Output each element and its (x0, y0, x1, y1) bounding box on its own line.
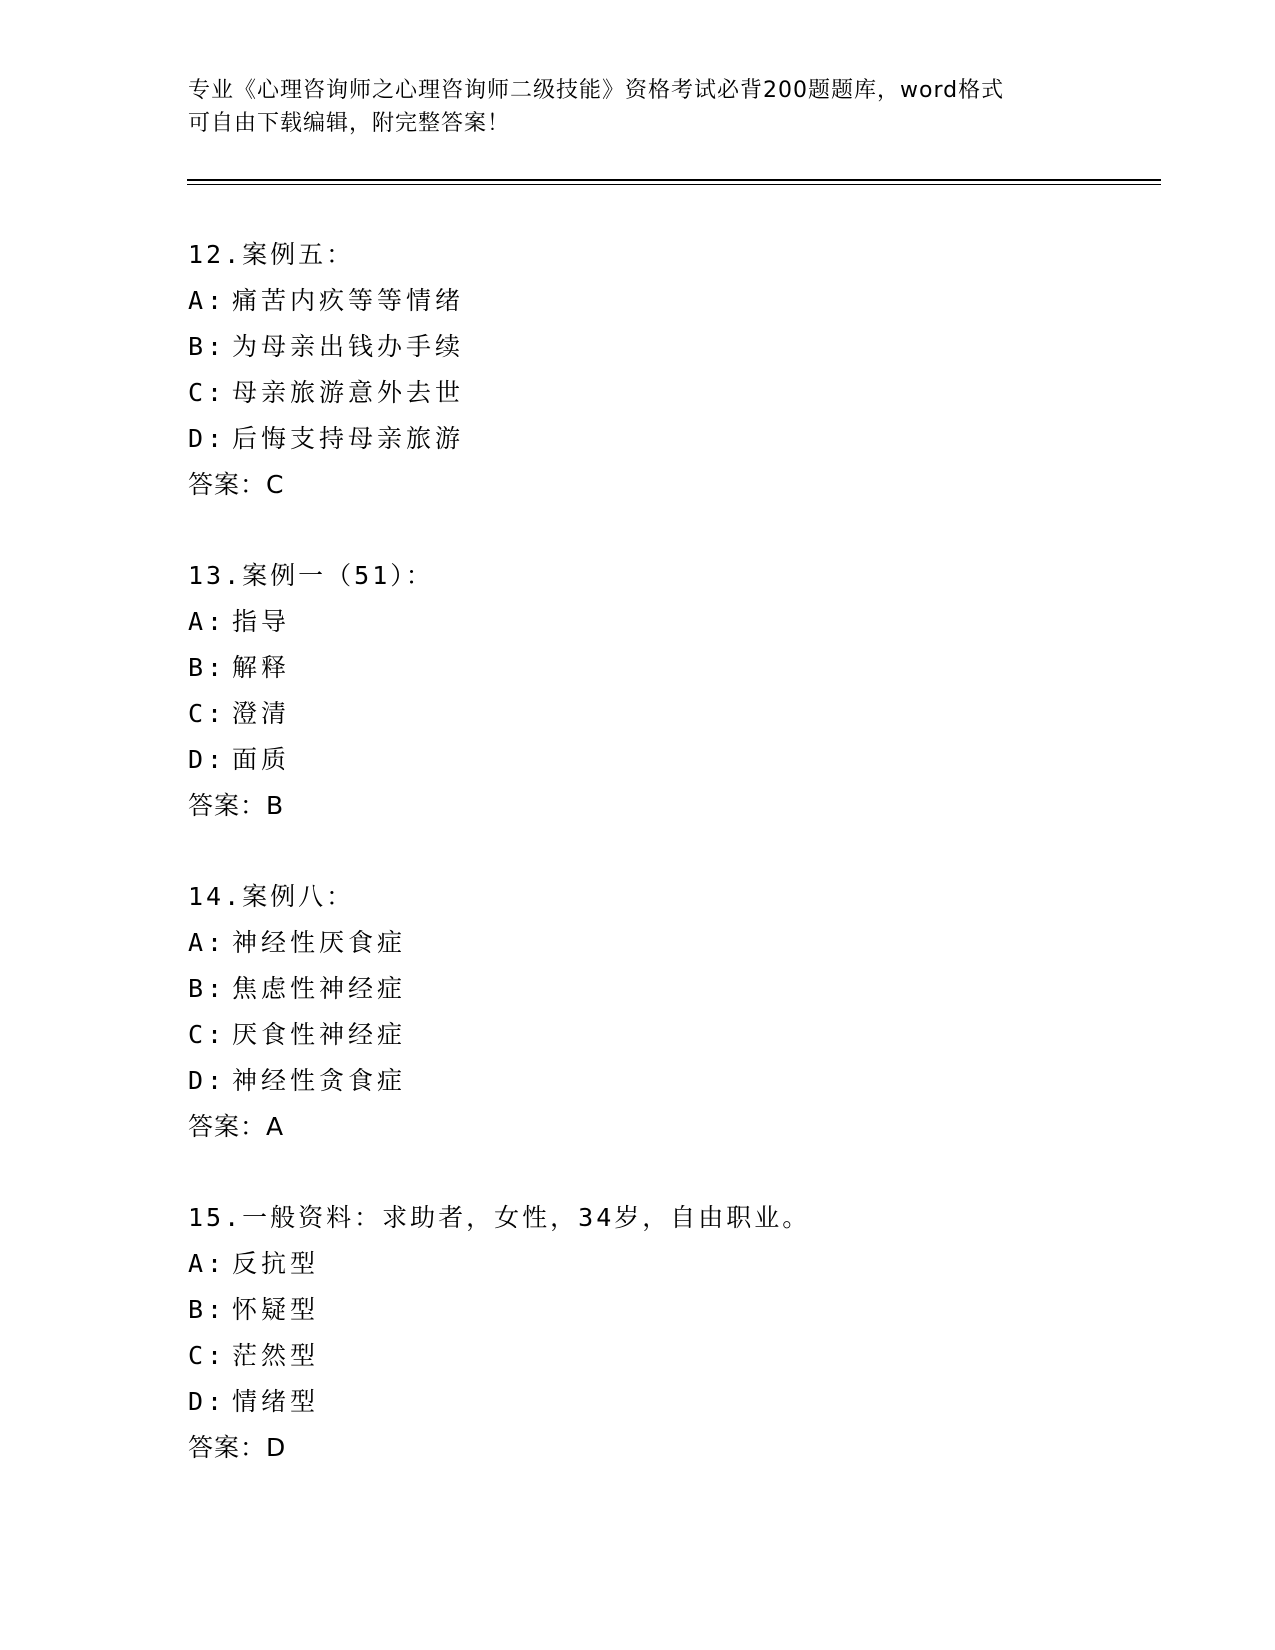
option-b (188, 645, 434, 691)
option-d (188, 1058, 406, 1104)
option-a (188, 599, 434, 645)
header-divider-thick (187, 179, 1161, 181)
option-text: 后悔支持母亲旅游 (232, 424, 465, 453)
option-text: 茫然型 (232, 1341, 320, 1370)
option-letter: A: (188, 607, 227, 636)
option-letter: B: (188, 332, 227, 361)
option-text: 怀疑型 (232, 1295, 320, 1324)
option-b (188, 966, 406, 1012)
option-b (188, 324, 464, 370)
header-title-line-2: 可自由下载编辑，附完整答案！ (188, 111, 511, 136)
document-header (188, 74, 1088, 140)
option-letter: A: (188, 928, 227, 957)
question-15 (188, 1195, 810, 1471)
answer-line: 答案：C (188, 470, 285, 499)
option-letter: A: (188, 1249, 227, 1278)
option-a (188, 1241, 810, 1287)
option-text: 为母亲出钱办手续 (232, 332, 465, 361)
option-letter: B: (188, 1295, 227, 1324)
option-c (188, 1012, 406, 1058)
option-text: 焦虑性神经症 (232, 974, 407, 1003)
option-letter: C: (188, 1020, 227, 1049)
option-text: 痛苦内疚等等情绪 (232, 286, 465, 315)
option-d (188, 1379, 810, 1425)
option-text: 指导 (232, 607, 291, 636)
header-divider-thin (187, 184, 1161, 185)
option-letter: C: (188, 378, 227, 407)
option-d (188, 416, 464, 462)
answer-line: 答案：B (188, 791, 285, 820)
option-text: 澄清 (232, 699, 291, 728)
option-text: 神经性厌食症 (232, 928, 407, 957)
question-14 (188, 874, 406, 1150)
question-stem: 12.案例五： (188, 240, 355, 269)
option-text: 母亲旅游意外去世 (232, 378, 465, 407)
option-letter: D: (188, 745, 227, 774)
question-stem: 15.一般资料：求助者，女性，34岁，自由职业。 (188, 1203, 811, 1232)
option-d (188, 737, 434, 783)
question-12 (188, 232, 464, 508)
option-text: 神经性贪食症 (232, 1066, 407, 1095)
option-letter: C: (188, 1341, 227, 1370)
question-stem: 14.案例八： (188, 882, 355, 911)
option-a (188, 920, 406, 966)
question-stem: 13.案例一（51）： (188, 561, 434, 590)
question-13 (188, 553, 434, 829)
option-letter: B: (188, 974, 227, 1003)
answer-line: 答案：D (188, 1433, 287, 1462)
option-a (188, 278, 464, 324)
option-c (188, 370, 464, 416)
option-letter: D: (188, 424, 227, 453)
option-text: 厌食性神经症 (232, 1020, 407, 1049)
option-b (188, 1287, 810, 1333)
option-letter: A: (188, 286, 227, 315)
option-text: 面质 (232, 745, 291, 774)
option-letter: C: (188, 699, 227, 728)
option-c (188, 1333, 810, 1379)
option-c (188, 691, 434, 737)
option-letter: B: (188, 653, 227, 682)
option-letter: D: (188, 1387, 227, 1416)
option-text: 解释 (232, 653, 291, 682)
option-letter: D: (188, 1066, 227, 1095)
option-text: 情绪型 (232, 1387, 320, 1416)
answer-line: 答案：A (188, 1112, 285, 1141)
header-title-line-1: 专业《心理咨询师之心理咨询师二级技能》资格考试必背200题题库，word格式 (188, 78, 1005, 103)
option-text: 反抗型 (232, 1249, 320, 1278)
